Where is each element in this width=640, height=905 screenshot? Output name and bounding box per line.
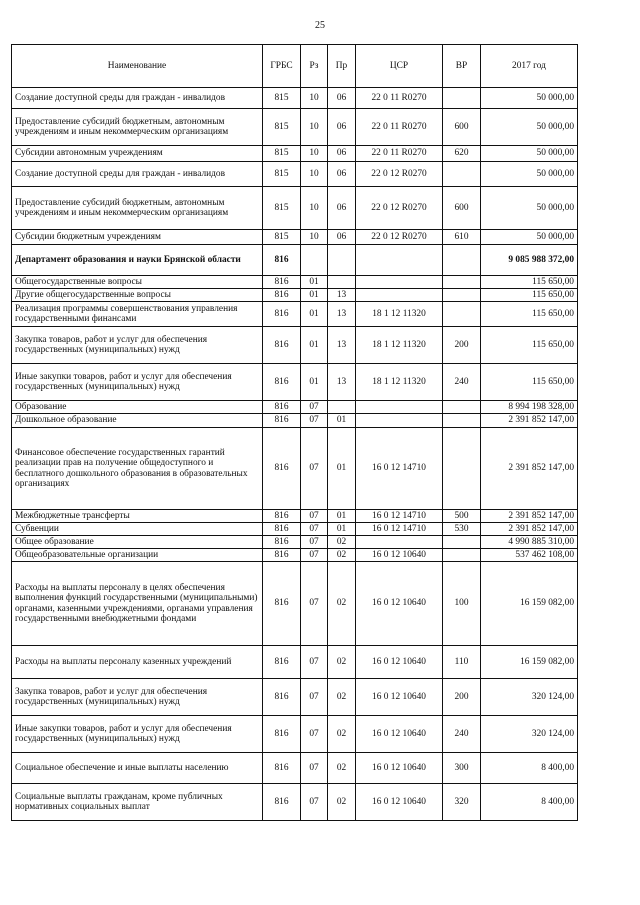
table-row: [12, 716, 578, 753]
cell-amount: 50 000,00: [481, 230, 578, 245]
table-row: [12, 679, 578, 716]
cell-name: Иные закупки товаров, работ и услуг для обеспечения государственных (муниципальных) нужд: [12, 364, 263, 401]
header-year: 2017 год: [481, 45, 578, 88]
cell-pr: 06: [328, 187, 356, 230]
cell-csr: 16 0 12 10640: [356, 646, 443, 679]
cell-name: Создание доступной среды для граждан - инвалидов: [12, 88, 263, 109]
cell-grbs: 815: [263, 187, 301, 230]
cell-rz: 01: [301, 289, 328, 302]
cell-pr: 01: [328, 523, 356, 536]
cell-grbs: 816: [263, 428, 301, 510]
cell-name: Общеобразовательные организации: [12, 549, 263, 562]
cell-vr: 610: [443, 230, 481, 245]
cell-amount: 50 000,00: [481, 187, 578, 230]
cell-name: Создание доступной среды для граждан - инвалидов: [12, 162, 263, 187]
header-grbs: ГРБС: [263, 45, 301, 88]
cell-csr: 18 1 12 11320: [356, 327, 443, 364]
cell-vr: 200: [443, 679, 481, 716]
cell-csr: 18 1 12 11320: [356, 364, 443, 401]
cell-vr: 320: [443, 784, 481, 821]
table-row: [12, 401, 578, 414]
budget-table: [11, 44, 578, 821]
table-row: [12, 109, 578, 146]
table-row: [12, 784, 578, 821]
cell-vr: [443, 428, 481, 510]
cell-pr: 06: [328, 146, 356, 162]
cell-name: Финансовое обеспечение государственных гарантий реализации прав на получение общедоступного и бесплатного дошкольного образования в образовательных организациях: [12, 428, 263, 510]
table-row: [12, 428, 578, 510]
cell-pr: 06: [328, 230, 356, 245]
cell-vr: 600: [443, 187, 481, 230]
cell-csr: 16 0 12 10640: [356, 784, 443, 821]
cell-csr: 22 0 11 R0270: [356, 146, 443, 162]
cell-grbs: 815: [263, 162, 301, 187]
header-name: Наименование: [12, 45, 263, 88]
cell-vr: 110: [443, 646, 481, 679]
cell-rz: 10: [301, 230, 328, 245]
cell-amount: 537 462 108,00: [481, 549, 578, 562]
table-row: [12, 245, 578, 276]
cell-pr: 01: [328, 428, 356, 510]
cell-vr: 200: [443, 327, 481, 364]
table-row: [12, 289, 578, 302]
cell-name: Субсидии автономным учреждениям: [12, 146, 263, 162]
header-pr: Пр: [328, 45, 356, 88]
cell-amount: 8 994 198 328,00: [481, 401, 578, 414]
cell-pr: 02: [328, 562, 356, 646]
cell-amount: 115 650,00: [481, 302, 578, 327]
cell-vr: 240: [443, 364, 481, 401]
cell-pr: 06: [328, 88, 356, 109]
cell-csr: 16 0 12 10640: [356, 562, 443, 646]
cell-amount: 115 650,00: [481, 276, 578, 289]
cell-pr: [328, 276, 356, 289]
cell-csr: 22 0 12 R0270: [356, 187, 443, 230]
cell-pr: 06: [328, 162, 356, 187]
cell-name: Субсидии бюджетным учреждениям: [12, 230, 263, 245]
cell-vr: 300: [443, 753, 481, 784]
cell-rz: 10: [301, 88, 328, 109]
table-row: [12, 302, 578, 327]
cell-rz: 07: [301, 562, 328, 646]
cell-csr: [356, 276, 443, 289]
table-row: [12, 230, 578, 245]
cell-pr: 06: [328, 109, 356, 146]
cell-name: Другие общегосударственные вопросы: [12, 289, 263, 302]
cell-vr: [443, 302, 481, 327]
cell-csr: [356, 414, 443, 428]
cell-name: Департамент образования и науки Брянской области: [12, 245, 263, 276]
cell-name: Реализация программы совершенствования управления государственными финансами: [12, 302, 263, 327]
cell-csr: [356, 401, 443, 414]
cell-vr: 530: [443, 523, 481, 536]
cell-vr: [443, 276, 481, 289]
cell-name: Расходы на выплаты персоналу в целях обеспечения выполнения функций государственными (муниципальными) органами, казенными учреждениями, органами управления государственными внебюджетными фондами: [12, 562, 263, 646]
cell-csr: 16 0 12 10640: [356, 679, 443, 716]
cell-name: Социальное обеспечение и иные выплаты населению: [12, 753, 263, 784]
cell-rz: 07: [301, 523, 328, 536]
cell-rz: 01: [301, 276, 328, 289]
cell-grbs: 816: [263, 679, 301, 716]
cell-pr: 02: [328, 679, 356, 716]
cell-amount: 50 000,00: [481, 109, 578, 146]
cell-name: Расходы на выплаты персоналу казенных учреждений: [12, 646, 263, 679]
cell-pr: 13: [328, 364, 356, 401]
cell-vr: 500: [443, 510, 481, 523]
cell-csr: 22 0 12 R0270: [356, 162, 443, 187]
cell-amount: 50 000,00: [481, 146, 578, 162]
cell-grbs: 816: [263, 302, 301, 327]
cell-grbs: 816: [263, 401, 301, 414]
cell-rz: 07: [301, 784, 328, 821]
cell-name: Межбюджетные трансферты: [12, 510, 263, 523]
cell-grbs: 816: [263, 327, 301, 364]
cell-name: Общегосударственные вопросы: [12, 276, 263, 289]
cell-csr: 22 0 11 R0270: [356, 109, 443, 146]
table-row: [12, 276, 578, 289]
cell-csr: 16 0 12 10640: [356, 753, 443, 784]
cell-vr: [443, 245, 481, 276]
table-row: [12, 414, 578, 428]
cell-rz: [301, 245, 328, 276]
cell-pr: 01: [328, 510, 356, 523]
cell-rz: 01: [301, 302, 328, 327]
table-row: [12, 162, 578, 187]
cell-grbs: 816: [263, 646, 301, 679]
cell-grbs: 816: [263, 364, 301, 401]
cell-csr: 16 0 12 14710: [356, 523, 443, 536]
cell-pr: 13: [328, 289, 356, 302]
cell-grbs: 816: [263, 510, 301, 523]
cell-pr: 13: [328, 327, 356, 364]
table-body: [12, 88, 578, 821]
cell-amount: 320 124,00: [481, 716, 578, 753]
table-row: [12, 510, 578, 523]
cell-name: Закупка товаров, работ и услуг для обеспечения государственных (муниципальных) нужд: [12, 327, 263, 364]
cell-rz: 07: [301, 536, 328, 549]
cell-csr: [356, 536, 443, 549]
table-row: [12, 753, 578, 784]
cell-rz: 01: [301, 364, 328, 401]
cell-rz: 10: [301, 187, 328, 230]
cell-csr: 22 0 11 R0270: [356, 88, 443, 109]
cell-grbs: 816: [263, 716, 301, 753]
cell-pr: 13: [328, 302, 356, 327]
cell-vr: [443, 549, 481, 562]
cell-amount: 115 650,00: [481, 327, 578, 364]
cell-rz: 07: [301, 716, 328, 753]
cell-amount: 320 124,00: [481, 679, 578, 716]
cell-csr: [356, 289, 443, 302]
cell-amount: 115 650,00: [481, 364, 578, 401]
table-row: [12, 327, 578, 364]
cell-pr: 01: [328, 414, 356, 428]
cell-name: Образование: [12, 401, 263, 414]
cell-name: Предоставление субсидий бюджетным, автономным учреждениям и иным некоммерческим организациям: [12, 187, 263, 230]
cell-pr: 02: [328, 784, 356, 821]
cell-name: Предоставление субсидий бюджетным, автономным учреждениям и иным некоммерческим организациям: [12, 109, 263, 146]
cell-pr: [328, 245, 356, 276]
table-row: [12, 646, 578, 679]
cell-amount: 115 650,00: [481, 289, 578, 302]
cell-pr: 02: [328, 753, 356, 784]
cell-pr: 02: [328, 536, 356, 549]
cell-vr: [443, 536, 481, 549]
cell-grbs: 816: [263, 289, 301, 302]
table-row: [12, 187, 578, 230]
cell-rz: 07: [301, 414, 328, 428]
cell-pr: 02: [328, 646, 356, 679]
cell-amount: 2 391 852 147,00: [481, 523, 578, 536]
cell-name: Социальные выплаты гражданам, кроме публичных нормативных социальных выплат: [12, 784, 263, 821]
cell-amount: 8 400,00: [481, 784, 578, 821]
header-csr: ЦСР: [356, 45, 443, 88]
cell-vr: [443, 162, 481, 187]
cell-grbs: 816: [263, 414, 301, 428]
cell-amount: 4 990 885 310,00: [481, 536, 578, 549]
cell-csr: 16 0 12 10640: [356, 716, 443, 753]
table-row: [12, 146, 578, 162]
cell-grbs: 815: [263, 230, 301, 245]
cell-amount: 50 000,00: [481, 88, 578, 109]
cell-pr: [328, 401, 356, 414]
cell-vr: 600: [443, 109, 481, 146]
cell-vr: 100: [443, 562, 481, 646]
cell-vr: [443, 414, 481, 428]
cell-grbs: 816: [263, 562, 301, 646]
table-row: [12, 364, 578, 401]
table-row: [12, 536, 578, 549]
cell-csr: 22 0 12 R0270: [356, 230, 443, 245]
cell-amount: 2 391 852 147,00: [481, 414, 578, 428]
cell-grbs: 816: [263, 536, 301, 549]
cell-amount: 8 400,00: [481, 753, 578, 784]
cell-grbs: 816: [263, 245, 301, 276]
cell-amount: 2 391 852 147,00: [481, 510, 578, 523]
cell-rz: 07: [301, 679, 328, 716]
cell-vr: [443, 289, 481, 302]
cell-amount: 16 159 082,00: [481, 562, 578, 646]
cell-vr: 620: [443, 146, 481, 162]
cell-csr: 16 0 12 10640: [356, 549, 443, 562]
cell-name: Общее образование: [12, 536, 263, 549]
cell-rz: 10: [301, 146, 328, 162]
cell-amount: 2 391 852 147,00: [481, 428, 578, 510]
cell-rz: 07: [301, 753, 328, 784]
header-vr: ВР: [443, 45, 481, 88]
cell-name: Закупка товаров, работ и услуг для обеспечения государственных (муниципальных) нужд: [12, 679, 263, 716]
cell-rz: 07: [301, 401, 328, 414]
cell-grbs: 816: [263, 523, 301, 536]
cell-csr: 16 0 12 14710: [356, 510, 443, 523]
cell-name: Субвенции: [12, 523, 263, 536]
cell-grbs: 816: [263, 753, 301, 784]
cell-grbs: 816: [263, 784, 301, 821]
cell-grbs: 816: [263, 549, 301, 562]
table-row: [12, 523, 578, 536]
cell-amount: 16 159 082,00: [481, 646, 578, 679]
cell-csr: 16 0 12 14710: [356, 428, 443, 510]
cell-amount: 50 000,00: [481, 162, 578, 187]
cell-pr: 02: [328, 549, 356, 562]
cell-vr: 240: [443, 716, 481, 753]
cell-rz: 07: [301, 646, 328, 679]
table-header-row: [12, 45, 578, 88]
cell-grbs: 815: [263, 109, 301, 146]
cell-rz: 01: [301, 327, 328, 364]
cell-csr: [356, 245, 443, 276]
cell-vr: [443, 401, 481, 414]
cell-csr: 18 1 12 11320: [356, 302, 443, 327]
cell-name: Дошкольное образование: [12, 414, 263, 428]
cell-rz: 10: [301, 109, 328, 146]
table-row: [12, 549, 578, 562]
cell-grbs: 815: [263, 88, 301, 109]
cell-amount: 9 085 988 372,00: [481, 245, 578, 276]
cell-rz: 07: [301, 428, 328, 510]
cell-rz: 10: [301, 162, 328, 187]
cell-grbs: 816: [263, 276, 301, 289]
cell-pr: 02: [328, 716, 356, 753]
cell-rz: 07: [301, 510, 328, 523]
page-number: 25: [315, 20, 325, 31]
cell-rz: 07: [301, 549, 328, 562]
table-row: [12, 562, 578, 646]
header-rz: Рз: [301, 45, 328, 88]
cell-grbs: 815: [263, 146, 301, 162]
table-row: [12, 88, 578, 109]
cell-vr: [443, 88, 481, 109]
cell-name: Иные закупки товаров, работ и услуг для обеспечения государственных (муниципальных) нужд: [12, 716, 263, 753]
